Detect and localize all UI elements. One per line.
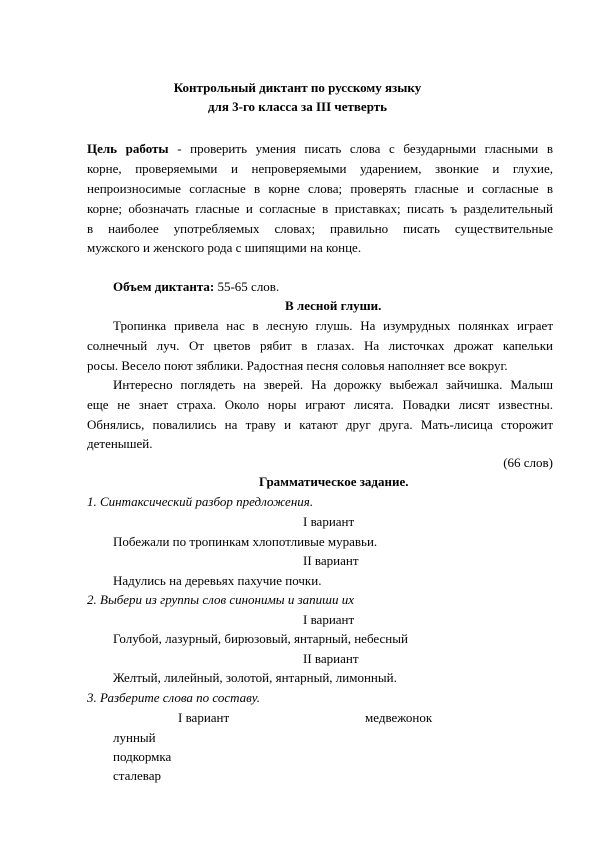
paragraph1-line1: Тропинка привела нас в лесную глушь. На изумрудных полянках играет — [113, 318, 553, 333]
task3-word: сталевар — [113, 768, 161, 783]
paragraph1-line3: росы. Весело поют зяблики. Радостная песня соловья наполняет все вокруг. — [87, 358, 508, 373]
dictation-title: В лесной глуши. — [285, 298, 382, 313]
paragraph2-line2: еще не знает страха. Около норы играют лисята. Повадки лисят известны. — [87, 397, 553, 412]
goal-line-6: мужского и женского рода с шипящими на конце. — [87, 240, 362, 255]
task3-extra-word: медвежонок — [365, 710, 433, 725]
goal-label: Цель работы — [87, 141, 169, 156]
goal-line-1 — [87, 141, 553, 157]
task2-variant2-label: II вариант — [303, 651, 359, 666]
page-title-line1: Контрольный диктант по русскому языку — [173, 80, 422, 95]
paragraph1-line2: солнечный луч. От цветов рябит в глазах. На листочках дрожат капельки — [87, 338, 553, 353]
task2-variant2-text: Желтый, лилейный, золотой, янтарный, лимонный. — [113, 670, 397, 685]
goal-line-4: корне; обозначать гласные и согласные в приставках; писать ъ разделительный — [87, 201, 553, 216]
paragraph2-line4: детенышей. — [87, 436, 153, 451]
word-count: (66 слов) — [503, 455, 553, 470]
grammar-title: Грамматическое задание. — [259, 474, 409, 489]
volume-line — [113, 279, 279, 295]
paragraph2-line1: Интересно поглядеть на зверей. На дорожку выбежал зайчишка. Малыш — [113, 377, 553, 392]
task3-word: лунный — [113, 730, 156, 745]
page-title-line2: для 3-го класса за III четверть — [207, 99, 388, 114]
goal-line-2: корне, проверяемыми и непроверяемыми ударением, звонкие и глухие, — [87, 161, 553, 176]
task2-variant1-text: Голубой, лазурный, бирюзовый, янтарный, небесный — [113, 631, 408, 646]
paragraph2-line3: Обнялись, повалились на траву и катают друг друга. Мать-лисица сторожит — [87, 417, 553, 432]
task3-heading: 3. Разберите слова по составу. — [87, 690, 260, 705]
task1-variant2-text: Надулись на деревьях пахучие почки. — [113, 573, 322, 588]
task1-heading: 1. Синтаксический разбор предложения. — [87, 494, 314, 509]
volume-value: 55-65 слов. — [214, 279, 280, 294]
task3-word: подкормка — [113, 749, 172, 764]
goal-line-1-text: - проверить умения писать слова с безударными гласными в — [168, 141, 553, 156]
goal-line-3: непроизносимые согласные в корне слова; проверять гласные и согласные в — [87, 181, 553, 196]
task1-variant1-label: I вариант — [303, 514, 355, 529]
task2-variant1-label: I вариант — [303, 612, 355, 627]
task3-variant1-label: I вариант — [178, 710, 230, 725]
volume-label: Объем диктанта: — [113, 279, 215, 294]
task2-heading: 2. Выбери из группы слов синонимы и запиши их — [87, 592, 355, 607]
goal-line-5: в наиболее употребляемых словах; правильно писать существительные — [87, 221, 553, 236]
task1-variant1-text: Побежали по тропинкам хлопотливые муравьи. — [113, 534, 378, 549]
task1-variant2-label: II вариант — [303, 553, 359, 568]
